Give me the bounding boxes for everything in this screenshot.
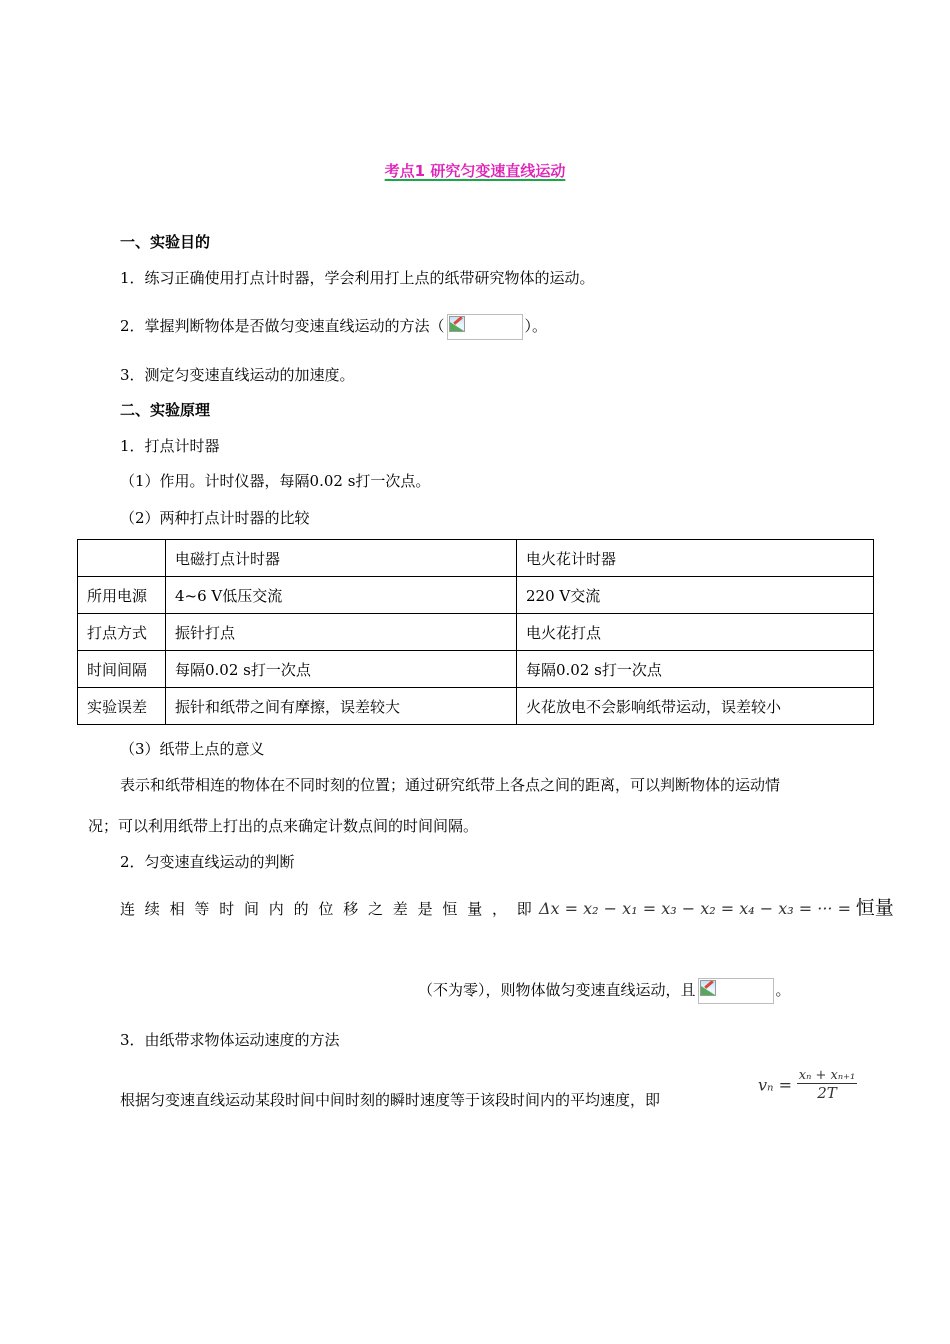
principle-sub-1-2: （2）两种打点计时器的比较 (120, 509, 310, 527)
speed-formula (758, 1068, 857, 1102)
table-cell: 4~6 V低压交流 (166, 577, 517, 614)
page-title: 考点1 研究匀变速直线运动 (384, 162, 566, 180)
table-cell: 220 V交流 (517, 577, 874, 614)
purpose-item-2-end: ）。 (524, 317, 548, 335)
table-row (78, 651, 874, 688)
table-cell (78, 540, 166, 577)
speed-formula-fraction (797, 1068, 857, 1102)
table-cell: 电火花打点 (517, 614, 874, 651)
principle-sub-3: 3．由纸带求物体运动速度的方法 (120, 1031, 340, 1049)
meaning-paragraph-line-2: 况；可以利用纸带上打出的点来确定计数点间的时间间隔。 (88, 817, 479, 835)
table-row-label: 所用电源 (78, 577, 166, 614)
judge-text: 连续相等时间内的位移之差是恒量，即 (120, 900, 542, 918)
principle-sub-1: 1．打点计时器 (120, 437, 220, 455)
table-row-label: 打点方式 (78, 614, 166, 651)
section-heading-purpose: 一、实验目的 (120, 233, 211, 251)
table-cell: 振针打点 (166, 614, 517, 651)
judge-line-2 (418, 978, 791, 1004)
judge-line-2-end: 。 (775, 981, 791, 999)
principle-sub-1-3: （3）纸带上点的意义 (120, 740, 265, 758)
table-row (78, 577, 874, 614)
purpose-item-3: 3．测定匀变速直线运动的加速度。 (120, 366, 355, 384)
table-cell: 火花放电不会影响纸带运动，误差较小 (517, 688, 874, 725)
table-header-cell: 电火花计时器 (517, 540, 874, 577)
table-row-label: 时间间隔 (78, 651, 166, 688)
meaning-paragraph-line-1: 表示和纸带相连的物体在不同时刻的位置；通过研究纸带上各点之间的距离，可以判断物体的运动情 (120, 776, 781, 794)
broken-image-icon (447, 314, 523, 340)
principle-sub-1-1: （1）作用。计时仪器，每隔0.02 s打一次点。 (120, 472, 431, 490)
purpose-item-1: 1．练习正确使用打点计时器，学会利用打上点的纸带研究物体的运动。 (120, 269, 595, 287)
speed-formula-numerator: xₙ + xₙ₊₁ (798, 1068, 856, 1083)
table-cell: 每隔0.02 s打一次点 (166, 651, 517, 688)
speed-formula-denominator: 2T (817, 1084, 837, 1102)
judge-formula-expr: Δx = x₂ − x₁ = x₃ − x₂ = x₄ − x₃ = ··· = (539, 899, 851, 918)
table-row-label: 实验误差 (78, 688, 166, 725)
table-row (78, 614, 874, 651)
section-heading-principle: 二、实验原理 (120, 401, 211, 419)
timer-comparison-table (77, 539, 874, 725)
judge-line-2-text: （不为零），则物体做匀变速直线运动，且 (418, 981, 696, 999)
table-cell: 每隔0.02 s打一次点 (517, 651, 874, 688)
purpose-item-2 (120, 314, 547, 340)
table-row (78, 688, 874, 725)
broken-image-icon (698, 978, 774, 1004)
speed-formula-lhs: vₙ = (758, 1075, 793, 1095)
judge-formula (539, 893, 894, 920)
judge-formula-const: 恒量 (855, 897, 894, 919)
principle-sub-2: 2．匀变速直线运动的判断 (120, 853, 295, 871)
purpose-item-2-text: 2．掌握判断物体是否做匀变速直线运动的方法（ (120, 317, 445, 335)
table-cell: 振针和纸带之间有摩擦，误差较大 (166, 688, 517, 725)
speed-text: 根据匀变速直线运动某段时间中间时刻的瞬时速度等于该段时间内的平均速度，即 (120, 1091, 661, 1109)
table-header-cell: 电磁打点计时器 (166, 540, 517, 577)
table-row (78, 540, 874, 577)
